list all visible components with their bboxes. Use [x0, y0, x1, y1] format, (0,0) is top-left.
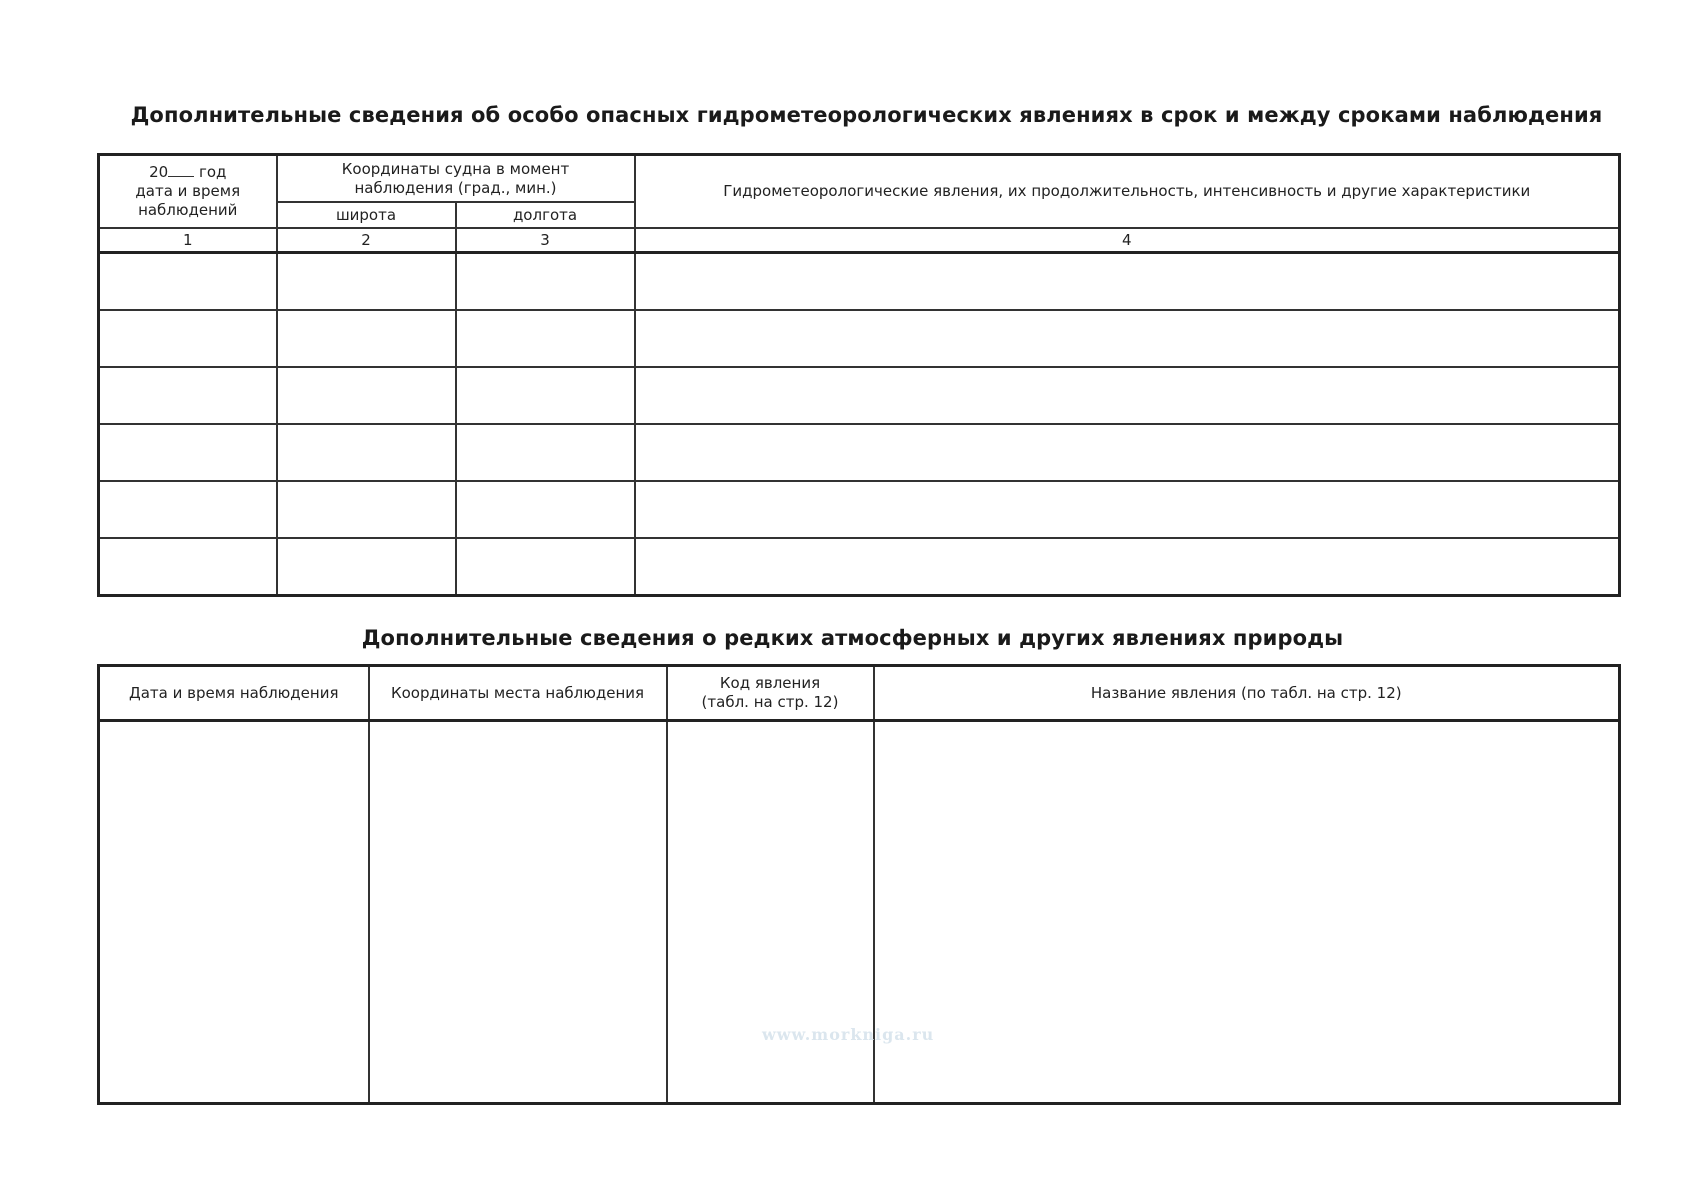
phenomena-cell[interactable] — [635, 253, 1620, 311]
phenomena-cell[interactable] — [635, 481, 1620, 538]
longitude-cell[interactable] — [456, 367, 635, 424]
datetime-cell[interactable] — [99, 721, 369, 1104]
longitude-cell[interactable] — [456, 253, 635, 311]
table-row — [99, 538, 1620, 596]
header-phenomenon-code — [667, 666, 874, 721]
phenomena-cell[interactable] — [635, 538, 1620, 596]
header-coordinates-line2: наблюдения (град., мин.) — [354, 178, 557, 197]
latitude-cell[interactable] — [277, 481, 456, 538]
year-suffix: год — [198, 163, 227, 181]
longitude-cell[interactable] — [456, 481, 635, 538]
header-date-time-line2: дата и время — [135, 182, 241, 200]
header-code-line1: Код явления — [719, 674, 821, 692]
code-cell[interactable] — [667, 721, 874, 1104]
date-cell[interactable] — [99, 310, 277, 367]
date-cell[interactable] — [99, 538, 277, 596]
column-number-1: 1 — [99, 228, 277, 253]
phenomena-cell[interactable] — [635, 424, 1620, 481]
table-row — [99, 367, 1620, 424]
date-cell[interactable] — [99, 367, 277, 424]
column-number-3: 3 — [456, 228, 635, 253]
section1-title: Дополнительные сведения об особо опасных гидрометеорологических явлениях в срок и между сроками наблюдения — [130, 103, 1603, 127]
year-prefix: 20 — [149, 163, 169, 181]
year-blank — [168, 163, 194, 177]
latitude-cell[interactable] — [277, 367, 456, 424]
header-coordinates — [277, 155, 635, 203]
name-cell[interactable] — [874, 721, 1620, 1104]
latitude-cell[interactable] — [277, 538, 456, 596]
longitude-cell[interactable] — [456, 424, 635, 481]
date-cell[interactable] — [99, 424, 277, 481]
longitude-cell[interactable] — [456, 310, 635, 367]
column-number-2: 2 — [277, 228, 456, 253]
phenomena-cell[interactable] — [635, 367, 1620, 424]
watermark: www.morkniga.ru — [762, 1025, 935, 1044]
header-code-line2: (табл. на стр. 12) — [701, 693, 839, 711]
table-row — [99, 721, 1620, 1104]
latitude-cell[interactable] — [277, 310, 456, 367]
header-date-time — [99, 155, 277, 229]
date-cell[interactable] — [99, 481, 277, 538]
section2-title: Дополнительные сведения о редких атмосферных и других явлениях природы — [361, 626, 1344, 650]
longitude-cell[interactable] — [456, 538, 635, 596]
table-row — [99, 424, 1620, 481]
hazardous-phenomena-table — [97, 153, 1621, 597]
header-coordinates-line1: Координаты судна в момент — [341, 159, 570, 178]
header-date-time-line3: наблюдений — [138, 201, 238, 219]
header-longitude: долгота — [456, 202, 635, 228]
column-number-4: 4 — [635, 228, 1620, 253]
header-phenomenon-name: Название явления (по табл. на стр. 12) — [874, 666, 1620, 721]
phenomena-cell[interactable] — [635, 310, 1620, 367]
coordinates-cell[interactable] — [369, 721, 667, 1104]
table-row — [99, 253, 1620, 311]
header-phenomena: Гидрометеорологические явления, их продолжительность, интенсивность и другие характеристики — [635, 155, 1620, 229]
table-row — [99, 481, 1620, 538]
header-latitude: широта — [277, 202, 456, 228]
latitude-cell[interactable] — [277, 424, 456, 481]
date-cell[interactable] — [99, 253, 277, 311]
header-datetime: Дата и время наблюдения — [99, 666, 369, 721]
table-row — [99, 310, 1620, 367]
latitude-cell[interactable] — [277, 253, 456, 311]
header-observation-coordinates: Координаты места наблюдения — [369, 666, 667, 721]
